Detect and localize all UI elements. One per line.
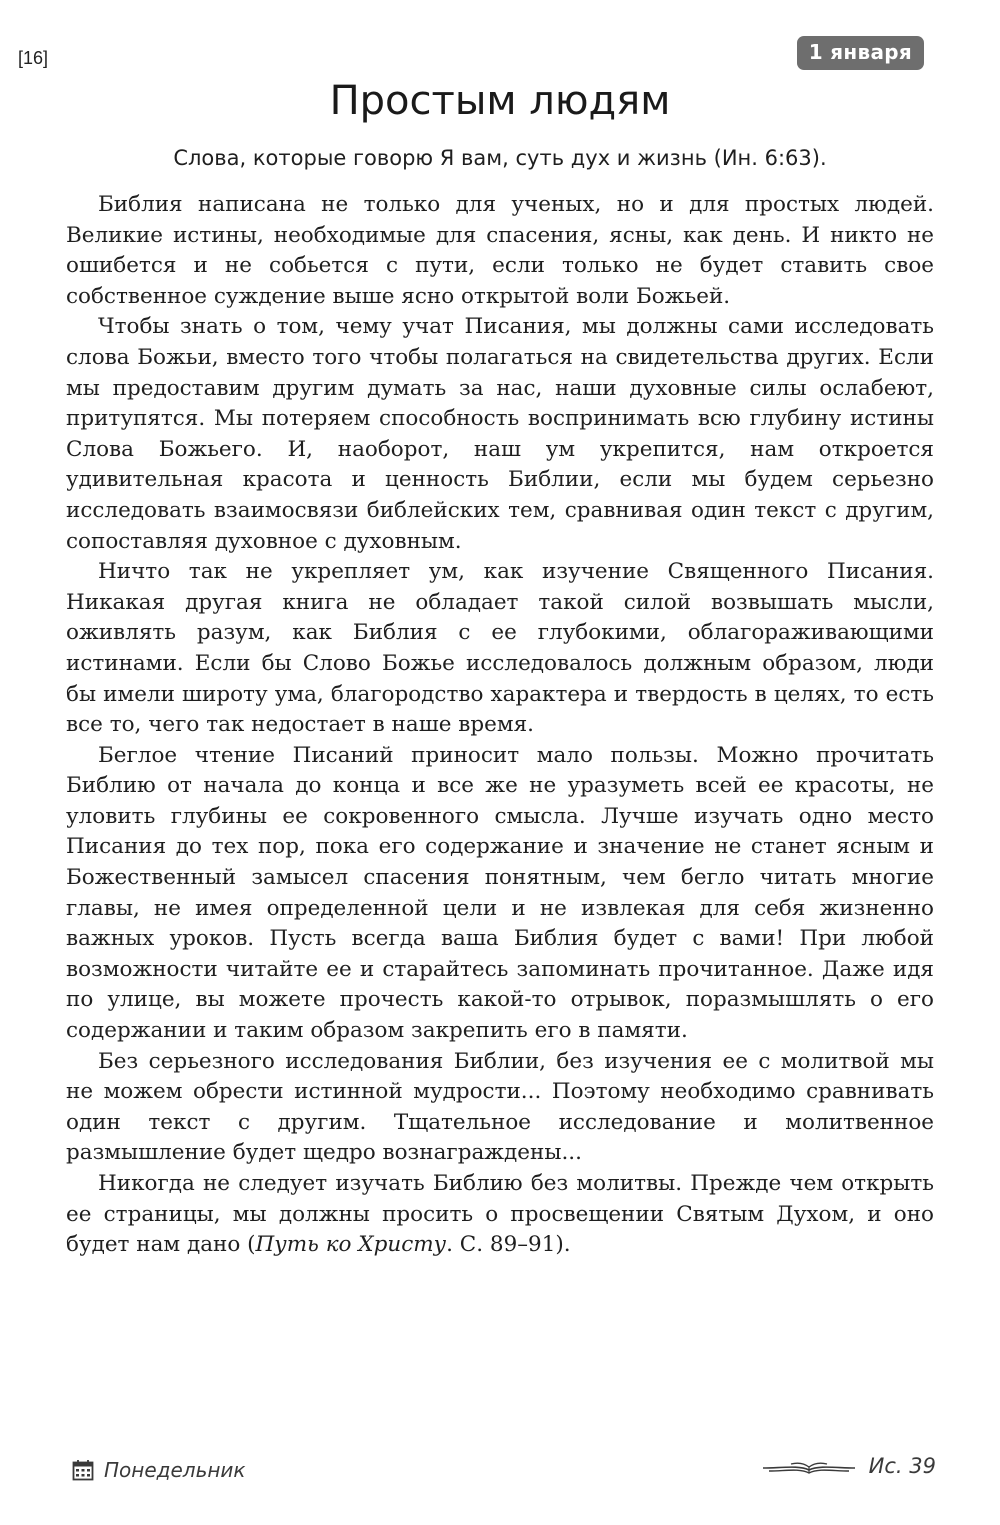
footer-weekday	[72, 1458, 246, 1482]
page-number: [16]	[18, 48, 49, 68]
paragraph: Чтобы знать о том, чему учат Писания, мы должны сами исследовать слова Божьи, вместо того чтобы полагаться на свидетельства других. Если мы предоставим другим думать за нас, наши духовные силы ослабеют, притупятся. Мы потеряем способность воспринимать всю глубину истины Слова Божьего. И, наоборот, наш ум укрепится, нам откроется удивительная красота и ценность Библии, если мы будем серьезно исследовать взаимосвязи библейских тем, сравнивая один текст с другим, сопоставляя духовное с духовным.	[66, 314, 934, 554]
source-pages: . С. 89–91).	[446, 1232, 571, 1258]
page-title: Простым людям	[329, 78, 671, 124]
footer-reading	[761, 1454, 936, 1478]
paragraph: Без серьезного исследования Библии, без изучения ее с молитвой мы не можем обрести истинной мудрости... Поэтому необходимо сравнивать один текст с другим. Тщательное исследование и молитвенное размышление будет щедро вознаграждены...	[66, 1048, 934, 1166]
date-badge: 1 января	[797, 36, 924, 70]
paragraph-text: Никогда не следует изучать Библию без молитвы. Прежде чем открыть ее страницы, мы должны просить о просвещении Святым Духом, и оно будет нам дано (	[66, 1171, 934, 1258]
open-book-icon	[761, 1456, 857, 1476]
paragraph: Беглое чтение Писаний приносит мало пользы. Можно прочитать Библию от начала до конца и все же не уразуметь всей ее красоты, не уловить глубины ее сокровенного смысла. Лучше изучать одно место Писания до тех пор, пока его содержание и значение не станет ясным и Божественный замысел спасения понятным, чем бегло читать многие главы, не имея определенной цели и не извлекая для себя жизненно важных уроков. Пусть всегда ваша Библия будет с вами! При любой возможности читайте ее и старайтесь запоминать прочитанное. Даже идя по улице, вы можете прочесть какой-то отрывок, поразмышлять о его содержании и таким образом закрепить его в памяти.	[66, 742, 934, 1044]
paragraph: Ничто так не укрепляет ум, как изучение Священного Писания. Никакая другая книга не обладает такой силой возвышать мысли, оживлять разум, как Библия с ее глубокими, облагораживающими истинами. Если бы Слово Божье исследовалось должным образом, люди бы имели широту ума, благородство характера и твердость в целях, то есть все то, чего так недостает в наше время.	[66, 559, 934, 738]
calendar-icon	[72, 1459, 94, 1481]
reading-reference: Ис. 39	[868, 1454, 936, 1478]
source-title: Путь ко Христу	[255, 1232, 447, 1258]
epigraph: Слова, которые говорю Я вам, суть дух и жизнь (Ин. 6:63).	[173, 146, 827, 170]
paragraph: Библия написана не только для ученых, но и для простых людей. Великие истины, необходимые для спасения, ясны, как день. И никто не ошибется и не собьется с пути, если только не будет ставить свое собственное суждение выше ясно открытой воли Божьей.	[66, 192, 934, 309]
weekday-label: Понедельник	[104, 1458, 246, 1482]
article-body	[66, 190, 934, 1261]
paragraph	[66, 1169, 934, 1261]
